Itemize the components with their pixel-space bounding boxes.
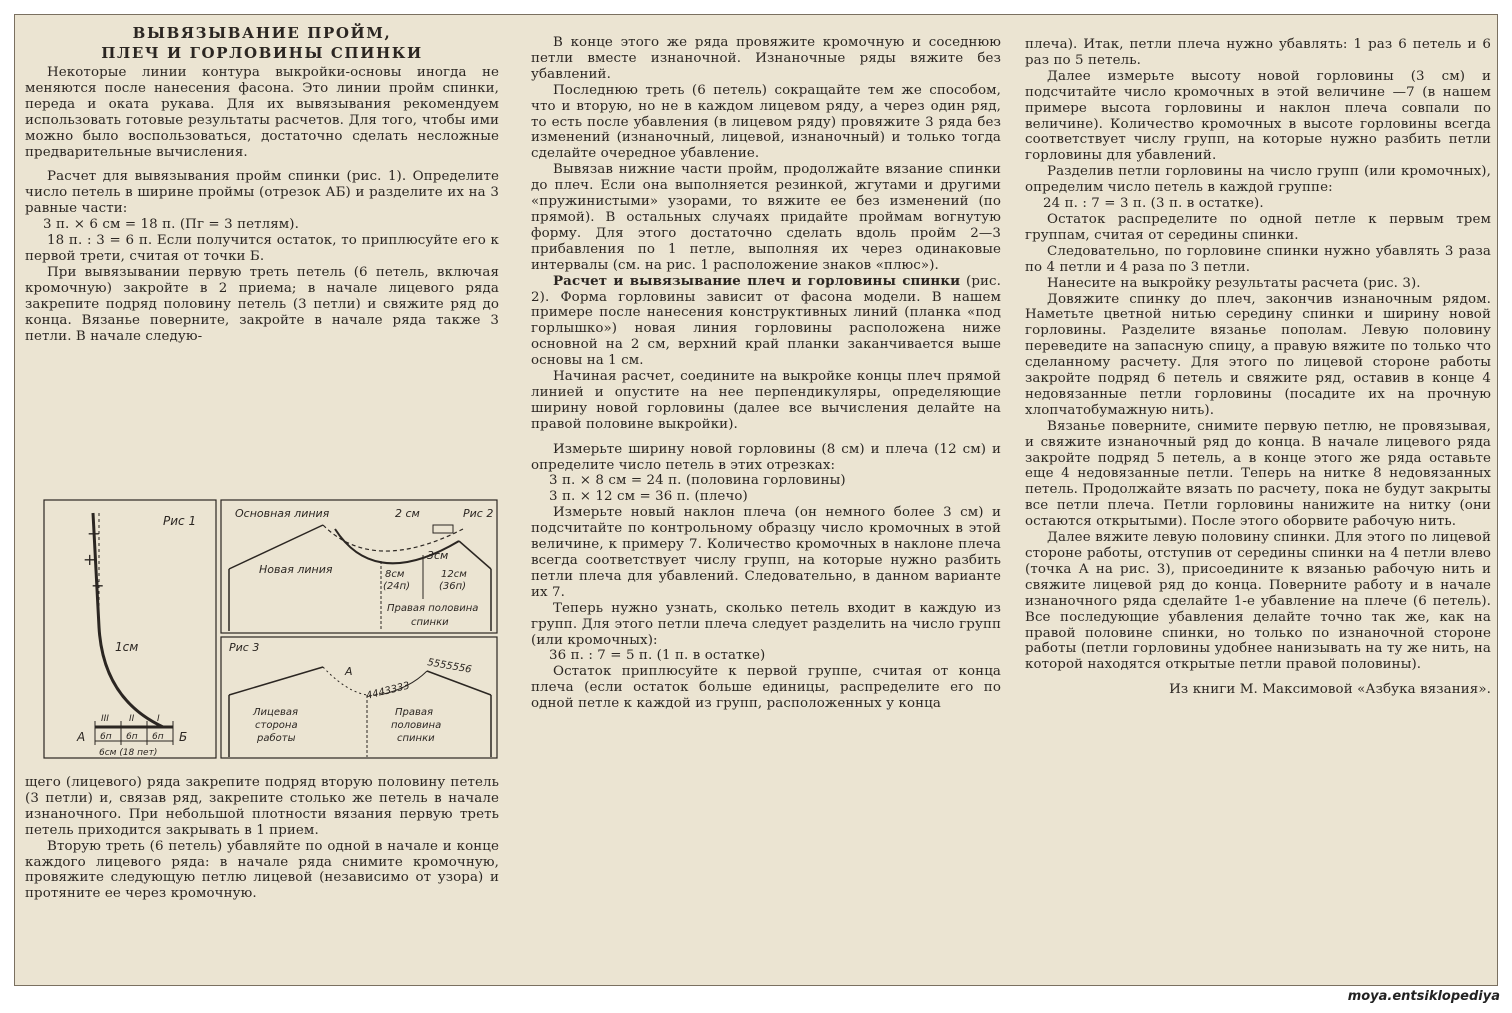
right-label-3: спинки: [397, 733, 435, 744]
loops-36: (36п): [439, 581, 467, 592]
dimension-2cm: 2 см: [395, 507, 420, 520]
formula: 24 п. : 7 = 3 п. (3 п. в остатке).: [1043, 196, 1264, 212]
point-a: А: [77, 730, 86, 744]
article-column-2: [531, 35, 1001, 712]
fig3-label: Рис 3: [229, 641, 260, 654]
part-3: III: [101, 714, 109, 724]
point-b: Б: [179, 730, 188, 744]
shoulder-left: [229, 667, 323, 695]
fig2-label: Рис 2: [463, 507, 494, 520]
plus-mark: +: [87, 524, 101, 543]
paragraph: Измерьте ширину новой горловины (8 см) и плеча (12 см) и определите число петель в этих отрезках:: [531, 441, 1001, 473]
shoulder-line-right: [459, 541, 491, 569]
neck-counts: 4443333: [365, 680, 411, 702]
segment-1: 6п: [152, 732, 164, 742]
article-column-1: [25, 23, 499, 344]
paragraph: Измерьте новый наклон плеча (он немного более 3 см) и подсчитайте по контрольному образцу число кромочных в этой величине, к примеру 7. Количество кромочных в наклоне плеча всегда соответствует числу групп, на которые нужно разбить петли плеча для убавлений. Следовательно, в данном варианте их 7.: [531, 505, 1001, 600]
paragraph: Последнюю треть (6 петель) сокращайте тем же способом, что и вторую, но не в каждом лицевом ряду, а через один ряд, то есть после убавления (в лицевом ряду) провяжите 3 ряда без изменений (изнаночный, лицевой, изнаночный) и только тогда сделайте очередное убавление.: [531, 82, 1001, 162]
face-label-1: Лицевая: [253, 707, 299, 718]
paragraph: Остаток распределите по одной петле к первым трем группам, считая от середины спинки.: [1025, 211, 1491, 243]
fig1-label: Рис 1: [163, 514, 197, 528]
paragraph: Следовательно, по горловине спинки нужно убавлять 3 раза по 4 петли и 4 раза по 3 петли.: [1025, 243, 1491, 275]
article-title: [25, 23, 499, 63]
paragraph: Остаток приплюсуйте к первой группе, считая от конца плеча (если остаток больше единицы, распределите его по одной петле к каждой из групп, расположенных у конца: [531, 664, 1001, 712]
paragraph: Теперь нужно узнать, сколько петель входит в каждую из групп. Для этого петли плеча следует разделить на число групп (или кромочных):: [531, 600, 1001, 648]
article-column-3: [1025, 37, 1491, 698]
new-line-label: Новая линия: [259, 563, 333, 576]
watermark: moya.entsiklopediya: [1347, 989, 1500, 1004]
figures-block: [43, 499, 499, 761]
fig1-drawing: [93, 513, 173, 745]
paragraph: Далее измерьте высоту новой горловины (3 см) и подсчитайте число кромочных в этой величине —7 (в нашем примере высота горловины и наклон плеча совпали по величине). Количество кромочных в высоте горловины всегда соответствует числу групп, на которые нужно разбить петли горловины для убавлений.: [1025, 68, 1491, 164]
face-label-3: работы: [257, 733, 296, 744]
paragraph: Далее вяжите левую половину спинки. Для этого по лицевой стороне работы, отступив от середины спинки на 4 петли влево (точка А на рис. 3), присоедините к вязанью рабочую нить и свяжите лицевой ряд до конца. Поверните работу и в начале изнаночного ряда сделайте 1-е убавление на плече (6 петель). Все последующие убавления делайте точно так же, как на правой половине спинки, но только по изнаночной стороне работы (петли горловины удобнее нанизывать на ту же нить, на которой находятся открытые петли правой половины).: [1025, 530, 1491, 673]
formula: 3 п. × 6 см = 18 п. (Пг = 3 петлям).: [43, 217, 299, 233]
paragraph: При вывязывании первую треть петель (6 петель, включая кромочную) закройте в 2 приема; в начале лицевого ряда закрепите подряд половину петель (3 петли) и свяжите ряд до конца. Вязанье поверните, закройте в начале ряда также 3 петли. В начале следую-: [25, 264, 499, 344]
title-line-1: ВЫВЯЗЫВАНИЕ ПРОЙМ,: [132, 24, 392, 42]
newspaper-page: [14, 14, 1498, 986]
shoulder-right: [427, 671, 491, 695]
dimension-1cm: 1см: [115, 640, 139, 654]
pattern-figures: [43, 499, 499, 761]
paragraph: [531, 274, 1001, 369]
base-neckline: [323, 525, 463, 551]
part-2: II: [129, 714, 135, 724]
subheading: Расчет и вывязывание плеч и горловины спинки: [553, 272, 961, 289]
half-label-1: Правая половина: [387, 603, 479, 614]
armhole-curve: [93, 513, 163, 727]
width-label: 6см (18 пет): [99, 748, 158, 758]
formula: 3 п. × 12 см = 36 п. (плечо): [549, 489, 748, 505]
part-1: I: [157, 714, 160, 724]
placket: [433, 525, 453, 533]
face-label-2: сторона: [255, 720, 298, 731]
title-line-2: ПЛЕЧ И ГОРЛОВИНЫ СПИНКИ: [101, 44, 423, 62]
article-column-1-continued: [25, 775, 499, 902]
base-line-label: Основная линия: [235, 507, 330, 520]
paragraph: Вывязав нижние части пройм, продолжайте вязание спинки до плеч. Если она выполняется резинкой, жгутами и другими «пружинистыми» узорами, то вяжите ее без изменений (по прямой). В остальных случаях придайте проймам вогнутую форму. Для этого достаточно сделать вдоль пройм 2—3 прибавления по 1 петле, выполняя их через одинаковые интервалы (см. на рис. 1 расположение знаков «плюс»).: [531, 162, 1001, 273]
paragraph: Вторую треть (6 петель) убавляйте по одной в начале и конце каждого лицевого ряда: в начале ряда снимите кромочную, провяжите следующую петлю лицевой (независимо от узора) и протяните ее через кромочную.: [25, 838, 499, 902]
paragraph: В конце этого же ряда провяжите кромочную и соседнюю петли вместе изнаночной. Изнаночные ряды вяжите без убавлений.: [531, 35, 1001, 82]
loops-24: (24п): [383, 581, 411, 592]
paragraph: Начиная расчет, соедините на выкройке концы плеч прямой линией и опустите на нее перпендикуляры, определяющие ширину новой горловины (далее все вычисления делайте на правой половине выкройки).: [531, 369, 1001, 432]
paragraph: Разделив петли горловины на число групп (или кромочных), определим число петель в каждой группе:: [1025, 164, 1491, 196]
formula: 36 п. : 7 = 5 п. (1 п. в остатке): [549, 648, 766, 664]
paragraph: щего (лицевого) ряда закрепите подряд вторую половину петель (3 петли) и, связав ряд, закрепите столько же петель в начале изнаночного. При небольшой плотности вязания первую треть петель приходится закрывать в 1 прием.: [25, 775, 499, 838]
dimension-12cm: 12см: [441, 569, 467, 580]
paragraph-text: (рис. 2). Форма горловины зависит от фасона модели. В нашем примере после нанесения конструктивных линий (планка «под горлышко») новая линия горловины расположена ниже основной на 2 см, верхний край планки заканчивается выше основы на 1 см.: [531, 273, 1001, 369]
plus-mark: +: [91, 576, 105, 595]
plus-mark: +: [83, 550, 97, 569]
dimension-8cm: 8см: [385, 569, 405, 580]
paragraph: Расчет для вывязывания пройм спинки (рис. 1). Определите число петель в ширине проймы (отрезок АБ) и разделите их на 3 равные части:: [25, 169, 499, 217]
attribution: Из книги М. Максимовой «Азбука вязания».: [1169, 682, 1491, 698]
right-label-2: половина: [391, 720, 442, 731]
paragraph: Некоторые линии контура выкройки-основы иногда не меняются после нанесения фасона. Это линии пройм спинки, переда и оката рукава. Для их вывязывания рекомендуем использовать готовые результаты расчетов. Для того, чтобы ими можно было воспользоваться, достаточно сделать несложные предварительные вычисления.: [25, 65, 499, 160]
dimension-3cm: 3см: [427, 549, 449, 562]
paragraph: Довяжите спинку до плеч, закончив изнаночным рядом. Наметьте цветной нитью середину спинки и ширину новой горловины. Разделите вязанье пополам. Левую половину переведите на запасную спицу, а правую вяжите по только что сделанному расчету. Для этого по лицевой стороне работы закройте подряд 6 петель и свяжите ряд, оставив в конце 4 недовязанные петли горловины (посадите их на прочную хлопчатобумажную нить).: [1025, 291, 1491, 418]
half-label-2: спинки: [411, 617, 449, 628]
shoulder-counts: 5555556: [426, 657, 473, 676]
segment-2: 6п: [126, 732, 138, 742]
segment-3: 6п: [100, 732, 112, 742]
paragraph: Вязанье поверните, снимите первую петлю, не провязывая, и свяжите изнаночный ряд до конца. В начале лицевого ряда закройте подряд 5 петель, а в конце этого же ряда оставьте еще 4 недовязанные петли. Теперь на нитке 8 недовязанных петель. Продолжайте вязать по расчету, пока не будут закрыты все петли плеча. Петли горловины нанижите на нитку (они остаются открытыми). После этого оборвите рабочую нить.: [1025, 418, 1491, 530]
paragraph: Нанесите на выкройку результаты расчета (рис. 3).: [1047, 275, 1421, 291]
formula: 3 п. × 8 см = 24 п. (половина горловины): [549, 473, 846, 489]
point-a: А: [345, 665, 353, 678]
right-label-1: Правая: [395, 707, 434, 718]
paragraph: 18 п. : 3 = 6 п. Если получится остаток, то приплюсуйте его к первой трети, считая от точки Б.: [25, 233, 499, 264]
paragraph: плеча). Итак, петли плеча нужно убавлять: 1 раз 6 петель и 6 раз по 5 петель.: [1025, 37, 1491, 68]
